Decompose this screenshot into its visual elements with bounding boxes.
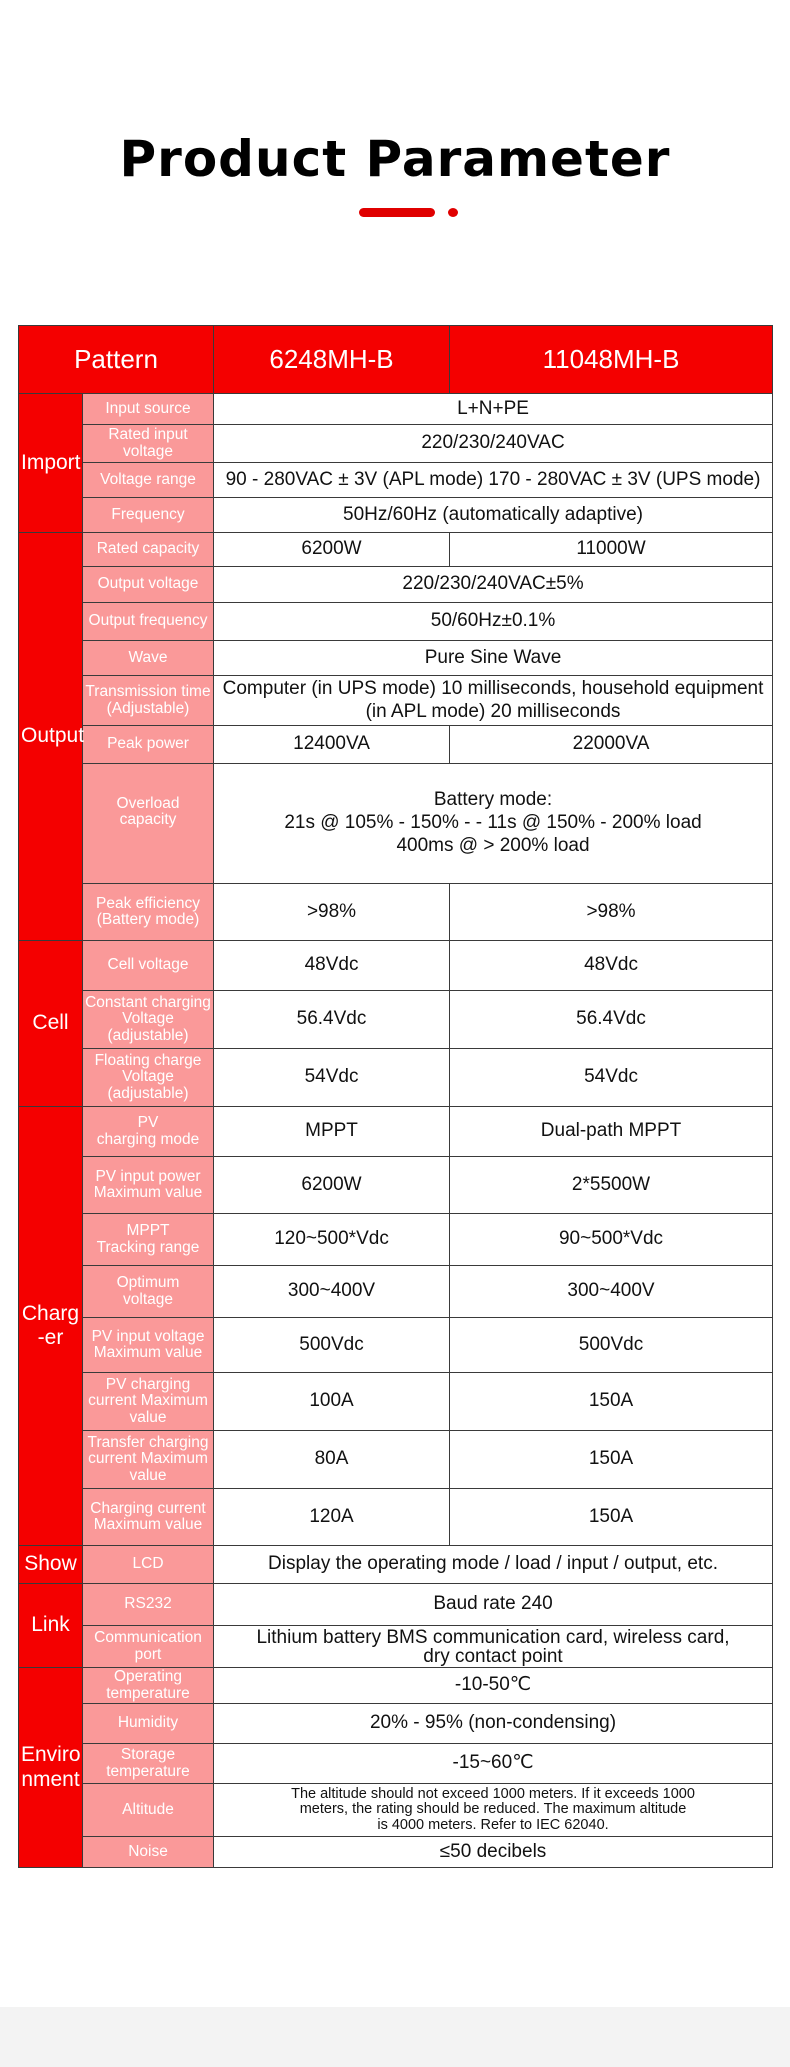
table-row xyxy=(19,1704,773,1744)
table-row xyxy=(19,1837,773,1868)
row-value-a: MPPT xyxy=(214,1107,450,1157)
row-value: Computer (in UPS mode) 10 milliseconds, household equipment (in APL mode) 20 milliseconds xyxy=(214,676,773,726)
group-link: Link xyxy=(19,1584,83,1668)
row-value: ≤50 decibels xyxy=(214,1837,773,1868)
row-label: Cell voltage xyxy=(83,941,214,991)
row-value: 50Hz/60Hz (automatically adaptive) xyxy=(214,498,773,533)
row-value: Pure Sine Wave xyxy=(214,641,773,676)
row-label: Operating temperature xyxy=(83,1668,214,1704)
table-row xyxy=(19,1266,773,1318)
row-value-a: 6200W xyxy=(214,1157,450,1214)
row-value-a: 12400VA xyxy=(214,726,450,764)
table-row xyxy=(19,394,773,425)
row-value-b: 150A xyxy=(450,1489,773,1546)
row-value: Battery mode: 21s @ 105% - 150% - - 11s @ 150% - 200% load 400ms @ > 200% load xyxy=(214,764,773,884)
table-row xyxy=(19,1214,773,1266)
row-value-b: Dual-path MPPT xyxy=(450,1107,773,1157)
title-underline-dot xyxy=(448,208,458,217)
row-value-a: 300~400V xyxy=(214,1266,450,1318)
group-environment: Enviro nment xyxy=(19,1668,83,1868)
row-value-b: 22000VA xyxy=(450,726,773,764)
row-label: Input source xyxy=(83,394,214,425)
row-value: 220/230/240VAC xyxy=(214,425,773,463)
table-row xyxy=(19,1626,773,1668)
row-value: Display the operating mode / load / input / output, etc. xyxy=(214,1546,773,1584)
row-label: LCD xyxy=(83,1546,214,1584)
table-header-row xyxy=(19,326,773,394)
table-row xyxy=(19,764,773,884)
group-cell: Cell xyxy=(19,941,83,1107)
row-value-a: 500Vdc xyxy=(214,1318,450,1373)
table-row xyxy=(19,1157,773,1214)
table-row xyxy=(19,941,773,991)
row-label: Transfer charging current Maximum value xyxy=(83,1431,214,1489)
header-pattern: Pattern xyxy=(19,326,214,394)
row-label: Output voltage xyxy=(83,567,214,603)
row-value-a: 48Vdc xyxy=(214,941,450,991)
table-row xyxy=(19,463,773,498)
table-row xyxy=(19,1744,773,1784)
table-row xyxy=(19,641,773,676)
row-value: 20% - 95% (non-condensing) xyxy=(214,1704,773,1744)
row-value-a: 120A xyxy=(214,1489,450,1546)
table-row xyxy=(19,676,773,726)
row-value: Lithium battery BMS communication card, wireless card, dry contact point xyxy=(214,1626,773,1668)
row-value: L+N+PE xyxy=(214,394,773,425)
row-label: Storage temperature xyxy=(83,1744,214,1784)
row-label: Communication port xyxy=(83,1626,214,1668)
table-row xyxy=(19,1784,773,1837)
header-model-a: 6248MH-B xyxy=(214,326,450,394)
row-label: Overload capacity xyxy=(83,764,214,884)
row-value-b: 300~400V xyxy=(450,1266,773,1318)
table-row xyxy=(19,603,773,641)
table-row xyxy=(19,567,773,603)
table-row xyxy=(19,1489,773,1546)
row-label: PV input voltage Maximum value xyxy=(83,1318,214,1373)
row-label: Peak power xyxy=(83,726,214,764)
row-value-a: 80A xyxy=(214,1431,450,1489)
row-label: RS232 xyxy=(83,1584,214,1626)
group-show: Show xyxy=(19,1546,83,1584)
row-value-b: >98% xyxy=(450,884,773,941)
row-label: Constant charging Voltage (adjustable) xyxy=(83,991,214,1049)
row-value-b: 11000W xyxy=(450,533,773,567)
row-value-b: 2*5500W xyxy=(450,1157,773,1214)
bottom-strip xyxy=(0,2007,790,2067)
group-charger: Charg -er xyxy=(19,1107,83,1546)
row-label: Rated capacity xyxy=(83,533,214,567)
row-value: 90 - 280VAC ± 3V (APL mode) 170 - 280VAC ± 3V (UPS mode) xyxy=(214,463,773,498)
group-import: Import xyxy=(19,394,83,533)
row-label: Wave xyxy=(83,641,214,676)
table-row xyxy=(19,1318,773,1373)
row-label: Frequency xyxy=(83,498,214,533)
row-value: -10-50℃ xyxy=(214,1668,773,1704)
table-row xyxy=(19,1107,773,1157)
table-row xyxy=(19,1373,773,1431)
table-row xyxy=(19,498,773,533)
row-label: Charging current Maximum value xyxy=(83,1489,214,1546)
row-label: MPPT Tracking range xyxy=(83,1214,214,1266)
row-value-a: 54Vdc xyxy=(214,1049,450,1107)
table-row xyxy=(19,1049,773,1107)
spec-table xyxy=(18,325,773,1868)
group-output: Output xyxy=(19,533,83,941)
row-label: Voltage range xyxy=(83,463,214,498)
header-model-b: 11048MH-B xyxy=(450,326,773,394)
row-label: Floating charge Voltage (adjustable) xyxy=(83,1049,214,1107)
page-title: Product Parameter xyxy=(119,130,671,188)
row-value: 220/230/240VAC±5% xyxy=(214,567,773,603)
table-row xyxy=(19,884,773,941)
table-row xyxy=(19,1668,773,1704)
row-label: Altitude xyxy=(83,1784,214,1837)
row-value-a: 6200W xyxy=(214,533,450,567)
row-value-b: 150A xyxy=(450,1373,773,1431)
row-label: PV charging current Maximum value xyxy=(83,1373,214,1431)
row-value-a: 120~500*Vdc xyxy=(214,1214,450,1266)
row-value-a: 56.4Vdc xyxy=(214,991,450,1049)
row-value-b: 500Vdc xyxy=(450,1318,773,1373)
table-row xyxy=(19,533,773,567)
row-value-a: >98% xyxy=(214,884,450,941)
row-value-b: 48Vdc xyxy=(450,941,773,991)
row-value: 50/60Hz±0.1% xyxy=(214,603,773,641)
title-underline-bar xyxy=(359,208,435,217)
row-value-b: 56.4Vdc xyxy=(450,991,773,1049)
row-value: Baud rate 240 xyxy=(214,1584,773,1626)
row-label: PV charging mode xyxy=(83,1107,214,1157)
row-label: Humidity xyxy=(83,1704,214,1744)
row-value-b: 54Vdc xyxy=(450,1049,773,1107)
row-label: PV input power Maximum value xyxy=(83,1157,214,1214)
row-value-b: 90~500*Vdc xyxy=(450,1214,773,1266)
row-label: Noise xyxy=(83,1837,214,1868)
table-row xyxy=(19,1546,773,1584)
row-label: Rated input voltage xyxy=(83,425,214,463)
row-value: The altitude should not exceed 1000 meters. If it exceeds 1000 meters, the rating should be reduced. The maximum altitude is 4000 meters. Refer to IEC 62040. xyxy=(214,1784,773,1837)
row-value-a: 100A xyxy=(214,1373,450,1431)
row-value-b: 150A xyxy=(450,1431,773,1489)
row-label: Transmission time (Adjustable) xyxy=(83,676,214,726)
table-row xyxy=(19,1584,773,1626)
row-value: -15~60℃ xyxy=(214,1744,773,1784)
row-label: Output frequency xyxy=(83,603,214,641)
table-row xyxy=(19,425,773,463)
row-label: Optimum voltage xyxy=(83,1266,214,1318)
table-row xyxy=(19,726,773,764)
table-row xyxy=(19,1431,773,1489)
table-row xyxy=(19,991,773,1049)
row-label: Peak efficiency (Battery mode) xyxy=(83,884,214,941)
